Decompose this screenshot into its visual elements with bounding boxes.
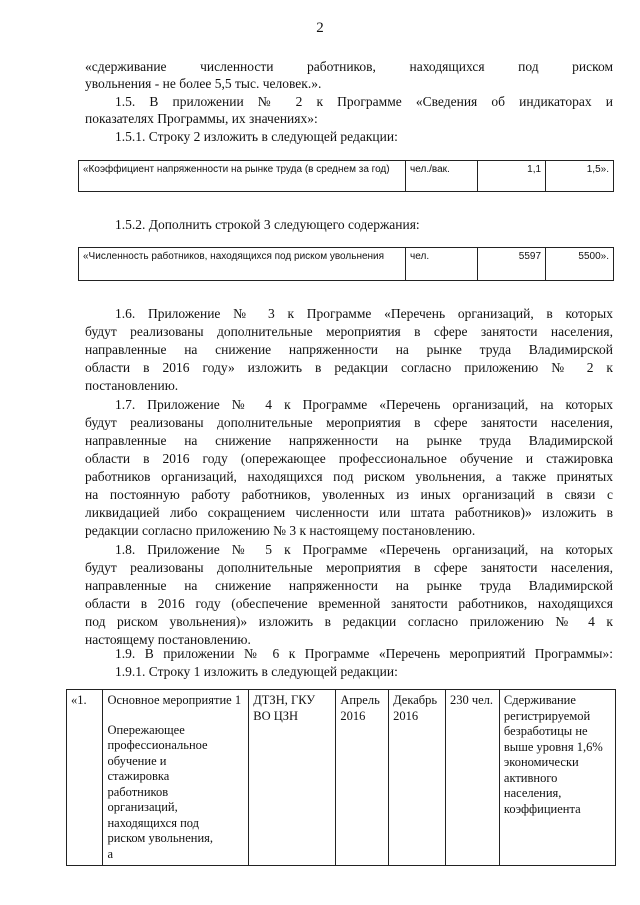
paragraph-line: ликвидацией либо сокращением численности или штата работников)» изложить в [85,505,613,520]
paragraph-line: направленные на снижение напряженности на рынке труда Владимирской [85,578,613,593]
paragraph-line: под риском увольнения)» изложить в редакции согласно приложению № 4 к [85,614,613,629]
indicator-name-cell: «Коэффициент напряженности на рынке труда (в среднем за год) [79,161,406,192]
value-cell: 1,1 [478,161,546,192]
paragraph-line: 1.5.1. Строку 2 изложить в следующей редакции: [115,129,398,144]
page-number: 2 [316,20,324,36]
value-cell: 5500». [546,248,614,281]
paragraph-line: на постоянную работу работников, уволенных из иных организаций в связи с [85,487,613,502]
paragraph-line: показателях Программы, их значениях»: [85,111,318,126]
paragraph-line: 1.5. В приложении № 2 к Программе «Сведения об индикаторах и [115,94,613,109]
paragraph-line: «сдерживание численности работников, находящихся под риском [85,59,613,74]
count-cell: 230 чел. [445,690,499,866]
paragraph-line: увольнения - не более 5,5 тыс. человек.». [85,76,322,91]
paragraph-line: 1.5.2. Дополнить строкой 3 следующего содержания: [115,217,420,232]
paragraph-line: направленные на снижение напряженности на рынке труда Владимирской [85,433,613,448]
unit-cell: чел. [406,248,478,281]
paragraph-line: 1.7. Приложение № 4 к Программе «Перечень организаций, на которых [115,397,613,412]
paragraph-line: 1.8. Приложение № 5 к Программе «Перечень организаций, на которых [115,542,613,557]
paragraph-line: настоящему постановлению. [85,632,251,647]
paragraph-line: будут реализованы дополнительные мероприятия в сфере занятости населения, [85,415,613,430]
paragraph-line: направленные на снижение напряженности на рынке труда Владимирской [85,342,613,357]
unit-cell: чел./вак. [406,161,478,192]
measures-table-row-1 [66,689,616,866]
paragraph-line: будут реализованы дополнительные мероприятия в сфере занятости населения, [85,560,613,575]
end-date-cell: Декабрь 2016 [389,690,446,866]
event-title: Основное мероприятие 1 [107,693,242,707]
row-number-cell: «1. [67,690,103,866]
event-cell [103,690,249,866]
paragraph-line: будут реализованы дополнительные мероприятия в сфере занятости населения, [85,324,613,339]
indicator-table-row-2 [78,160,614,192]
paragraph-line: области в 2016 году (обеспечение временной занятости работников, находящихся [85,596,613,611]
start-date-cell: Апрель 2016 [336,690,389,866]
paragraph-line: 1.6. Приложение № 3 к Программе «Перечень организаций, в которых [115,306,613,321]
executor-cell: ДТЗН, ГКУ ВО ЦЗН [249,690,336,866]
event-description: Опережающее профессиональное обучение и стажировка работников организаций, находящихся под риском увольнения, а [107,722,214,861]
indicator-table-row-3 [78,247,614,281]
value-cell: 5597 [478,248,546,281]
paragraph-line: области в 2016 году (опережающее профессиональное обучение и стажировка [85,451,613,466]
paragraph-line: работников организаций, находящихся под риском увольнения, а также принятых [85,469,613,484]
result-cell: Сдерживание регистрируемой безработицы не выше уровня 1,6% экономически активного населения, коэффициента [499,690,615,866]
paragraph-line: 1.9. В приложении № 6 к Программе «Перечень мероприятий Программы»: [115,646,613,661]
paragraph-line: постановлению. [85,378,179,393]
paragraph-line: области в 2016 году» изложить в редакции согласно приложению № 2 к [85,360,613,375]
indicator-name-cell: «Численность работников, находящихся под риском увольнения [79,248,406,281]
value-cell: 1,5». [546,161,614,192]
paragraph-line: редакции согласно приложению № 3 к настоящему постановлению. [85,523,476,538]
paragraph-line: 1.9.1. Строку 1 изложить в следующей редакции: [115,664,398,679]
